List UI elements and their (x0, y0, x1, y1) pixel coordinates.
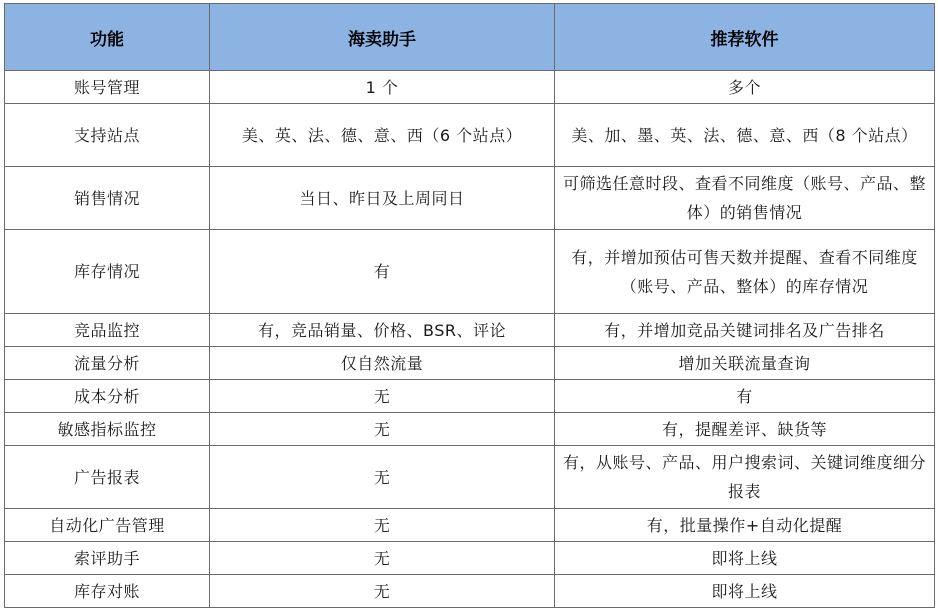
table-row (5, 509, 935, 542)
table-row (5, 380, 935, 413)
haimai-cell: 有 (210, 230, 555, 314)
recommended-cell: 多个 (555, 71, 935, 104)
recommended-cell: 可筛选任意时段、查看不同维度（账号、产品、整体）的销售情况 (555, 167, 935, 230)
recommended-cell: 有 (555, 380, 935, 413)
recommended-cell: 即将上线 (555, 575, 935, 608)
table-row (5, 104, 935, 167)
haimai-cell: 1 个 (210, 71, 555, 104)
recommended-cell: 有，并增加预估可售天数并提醒、查看不同维度（账号、产品、整体）的库存情况 (555, 230, 935, 314)
recommended-cell: 有，并增加竞品关键词排名及广告排名 (555, 314, 935, 347)
recommended-cell: 美、加、墨、英、法、德、意、西（8 个站点） (555, 104, 935, 167)
haimai-cell: 有，竞品销量、价格、BSR、评论 (210, 314, 555, 347)
table-row (5, 314, 935, 347)
table-row (5, 446, 935, 509)
feature-cell: 库存情况 (5, 230, 210, 314)
feature-cell: 敏感指标监控 (5, 413, 210, 446)
table-row (5, 167, 935, 230)
haimai-cell: 美、英、法、德、意、西（6 个站点） (210, 104, 555, 167)
feature-cell: 成本分析 (5, 380, 210, 413)
recommended-cell: 有，从账号、产品、用户搜索词、关键词维度细分报表 (555, 446, 935, 509)
table-row (5, 542, 935, 575)
haimai-cell: 无 (210, 509, 555, 542)
table-row (5, 230, 935, 314)
table-row (5, 575, 935, 608)
recommended-cell: 有，批量操作+自动化提醒 (555, 509, 935, 542)
feature-cell: 销售情况 (5, 167, 210, 230)
haimai-cell: 无 (210, 380, 555, 413)
haimai-cell: 当日、昨日及上周同日 (210, 167, 555, 230)
feature-cell: 支持站点 (5, 104, 210, 167)
feature-cell: 流量分析 (5, 347, 210, 380)
feature-cell: 库存对账 (5, 575, 210, 608)
header-feature: 功能 (5, 4, 210, 71)
haimai-cell: 无 (210, 413, 555, 446)
recommended-cell: 有，提醒差评、缺货等 (555, 413, 935, 446)
feature-cell: 广告报表 (5, 446, 210, 509)
haimai-cell: 无 (210, 446, 555, 509)
feature-cell: 自动化广告管理 (5, 509, 210, 542)
recommended-cell: 增加关联流量查询 (555, 347, 935, 380)
table-row (5, 347, 935, 380)
feature-cell: 竞品监控 (5, 314, 210, 347)
header-haimai-assistant: 海卖助手 (210, 4, 555, 71)
table-header-row (5, 4, 935, 71)
table-row (5, 413, 935, 446)
haimai-cell: 仅自然流量 (210, 347, 555, 380)
haimai-cell: 无 (210, 542, 555, 575)
feature-cell: 账号管理 (5, 71, 210, 104)
feature-comparison-table (4, 3, 935, 608)
header-recommended-software: 推荐软件 (555, 4, 935, 71)
feature-cell: 索评助手 (5, 542, 210, 575)
haimai-cell: 无 (210, 575, 555, 608)
recommended-cell: 即将上线 (555, 542, 935, 575)
table-row (5, 71, 935, 104)
